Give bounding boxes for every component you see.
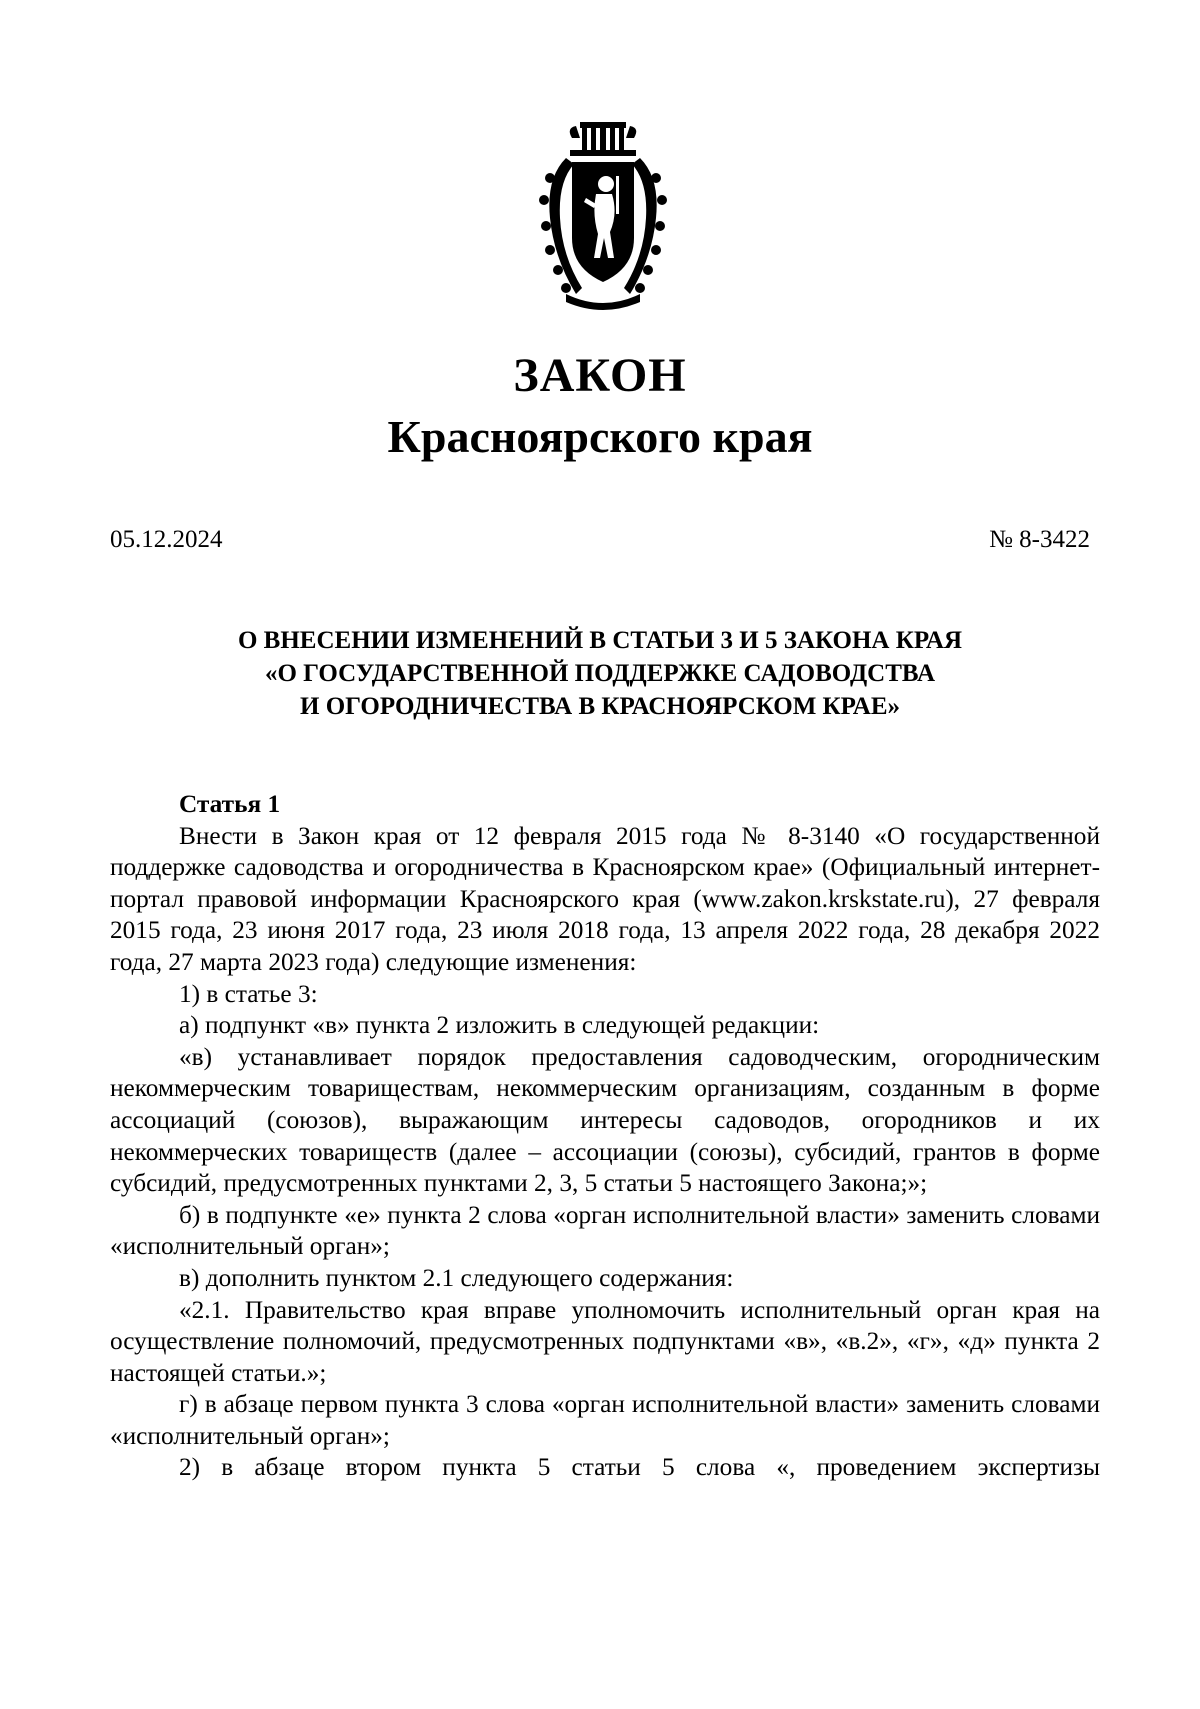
paragraph: Внести в Закон края от 12 февраля 2015 года № 8-3140 «О государственной поддержке садоводства и огородничества в Красноярском крае» (Официальный интернет-портал правовой информации Красноярского края (www.zakon.krskstate.ru), 27 февраля 2015 года, 23 июня 2017 года, 23 июля 2018 года, 13 апреля 2022 года, 28 декабря 2022 года, 27 марта 2023 года) следующие изменения: — [110, 821, 1100, 976]
document-date: 05.12.2024 — [110, 526, 223, 553]
article-title: Статья 1 — [179, 790, 281, 818]
paragraph: а) подпункт «в» пункта 2 изложить в следующей редакции: — [179, 1011, 820, 1040]
paragraph: б) в подпункте «е» пункта 2 слова «орган исполнительной власти» заменить словами «исполнительный орган»; — [110, 1200, 1100, 1261]
region-subtitle: Красноярского края — [387, 411, 813, 462]
heading-line: «О ГОСУДАРСТВЕННОЙ ПОДДЕРЖКЕ САДОВОДСТВА — [264, 660, 936, 687]
heading-line: И ОГОРОДНИЧЕСТВА В КРАСНОЯРСКОМ КРАЕ» — [300, 693, 900, 720]
paragraph: в) дополнить пунктом 2.1 следующего содержания: — [179, 1263, 734, 1292]
document-number: № 8-3422 — [989, 526, 1090, 553]
paragraph: 1) в статье 3: — [179, 979, 318, 1008]
paragraph: 2) в абзаце втором пункта 5 статьи 5 слова «, проведением экспертизы — [179, 1453, 1100, 1482]
law-title: ЗАКОН — [513, 349, 687, 402]
heading-line: О ВНЕСЕНИИ ИЗМЕНЕНИЙ В СТАТЬИ 3 И 5 ЗАКОНА КРАЯ — [237, 627, 963, 654]
paragraph: «2.1. Правительство края вправе уполномочить исполнительный орган края на осуществление полномочий, предусмотренных подпунктами «в», «в.2», «г», «д» пункта 2 настоящей статьи.»; — [110, 1295, 1100, 1387]
law-heading — [110, 624, 1090, 723]
paragraph: «в) устанавливает порядок предоставления садоводческим, огородническим некоммерческим товариществам, некоммерческим организациям, созданным в форме ассоциаций (союзов), выражающим интересы садоводов, огородников и их некоммерческих товариществ (далее – ассоциации (союзы), субсидий, грантов в форме субсидий, предусмотренных пунктами 2, 3, 5 статьи 5 настоящего Закона;»; — [110, 1042, 1100, 1198]
paragraph: г) в абзаце первом пункта 3 слова «орган исполнительной власти» заменить словами «исполнительный орган»; — [110, 1390, 1100, 1450]
coat-of-arms-emblem — [536, 118, 670, 318]
document-body — [110, 789, 1100, 1484]
